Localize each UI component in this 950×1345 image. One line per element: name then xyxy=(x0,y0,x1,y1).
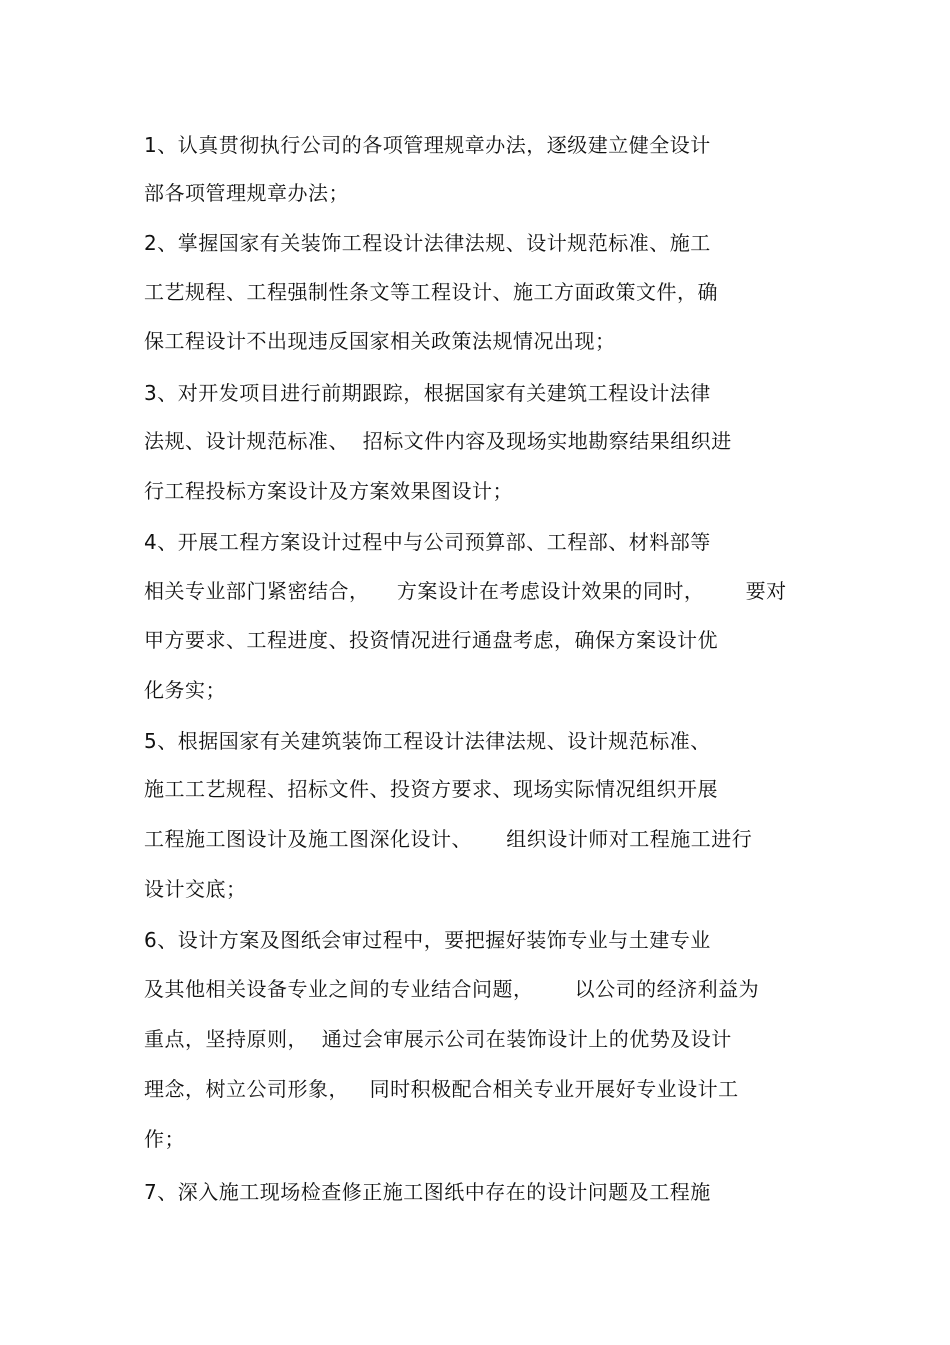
text-line: 工艺规程、工程强制性条文等工程设计、施工方面政策文件，确 xyxy=(144,280,718,304)
text-line: 化务实； xyxy=(144,678,226,702)
text-line: 理念，树立公司形象， 同时积极配合相关专业开展好专业设计工 xyxy=(144,1077,739,1101)
text-line: 设计交底； xyxy=(144,877,247,901)
text-line: 甲方要求、工程进度、投资情况进行通盘考虑，确保方案设计优 xyxy=(144,628,718,652)
text-line: 部各项管理规章办法； xyxy=(144,181,349,205)
text-line: 4、开展工程方案设计过程中与公司预算部、工程部、材料部等 xyxy=(144,530,711,554)
text-line: 行工程投标方案设计及方案效果图设计； xyxy=(144,479,513,503)
text-line: 7、深入施工现场检查修正施工图纸中存在的设计问题及工程施 xyxy=(144,1180,711,1204)
text-line: 1、认真贯彻执行公司的各项管理规章办法，逐级建立健全设计 xyxy=(144,133,711,157)
text-line: 保工程设计不出现违反国家相关政策法规情况出现； xyxy=(144,329,616,353)
text-line: 重点，坚持原则， 通过会审展示公司在装饰设计上的优势及设计 xyxy=(144,1027,732,1051)
text-line: 5、根据国家有关建筑装饰工程设计法律法规、设计规范标准、 xyxy=(144,729,711,753)
text-line: 3、对开发项目进行前期跟踪，根据国家有关建筑工程设计法律 xyxy=(144,381,711,405)
text-line: 工程施工图设计及施工图深化设计、 组织设计师对工程施工进行 xyxy=(144,827,753,851)
text-line: 法规、设计规范标准、 招标文件内容及现场实地勘察结果组织进 xyxy=(144,429,732,453)
text-line: 施工工艺规程、招标文件、投资方要求、现场实际情况组织开展 xyxy=(144,777,718,801)
text-line: 及其他相关设备专业之间的专业结合问题， 以公司的经济利益为 xyxy=(144,977,760,1001)
text-line: 2、掌握国家有关装饰工程设计法律法规、设计规范标准、施工 xyxy=(144,231,711,255)
text-line: 相关专业部门紧密结合， 方案设计在考虑设计效果的同时， 要对 xyxy=(144,579,787,603)
text-line: 6、设计方案及图纸会审过程中，要把握好装饰专业与土建专业 xyxy=(144,928,711,952)
text-line: 作； xyxy=(144,1127,185,1151)
